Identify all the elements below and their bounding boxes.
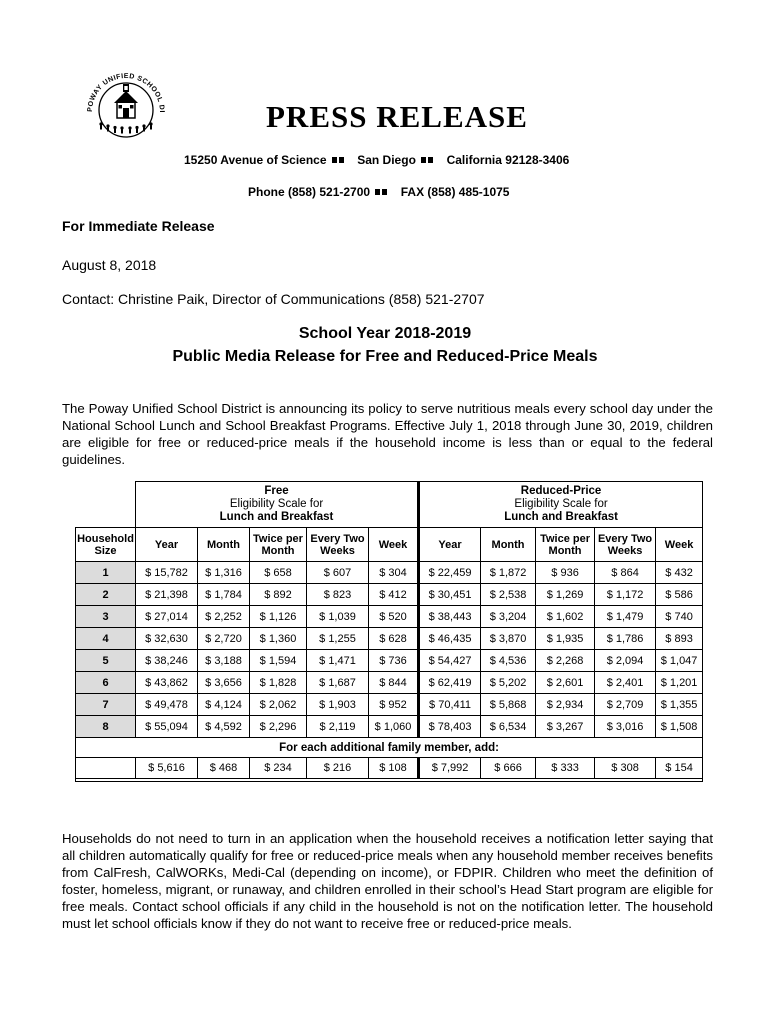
table-cell: $ 2,119: [307, 716, 369, 738]
table-cell: $ 1,508: [656, 716, 703, 738]
document-subtitle: Public Media Release for Free and Reduced-Price Meals: [172, 348, 598, 365]
column-header-row: [76, 528, 703, 562]
table-cell: $ 864: [595, 562, 656, 584]
table-cell: $ 54,427: [419, 650, 481, 672]
intro-paragraph: The Poway Unified School District is announcing its policy to serve nutritious meals every school day under the National School Lunch and School Breakfast Programs. Effective July 1, 2018 through June 30, 2019, children are eligible for free or reduced-price meals if the household income is less than or equal to the federal guidelines.: [62, 401, 713, 467]
table-cell: $ 1,786: [595, 628, 656, 650]
contact-line: Contact: Christine Paik, Director of Communications (858) 521-2707: [62, 291, 485, 307]
table-cell: $ 216: [307, 758, 369, 779]
table-cell: $ 1,360: [250, 628, 307, 650]
col-free-twice-month: Twice per Month: [250, 528, 307, 562]
table-cell: $ 1,269: [536, 584, 595, 606]
table-cell: $ 1,316: [198, 562, 250, 584]
col-reduced-month: Month: [481, 528, 536, 562]
table-cell: $ 2,094: [595, 650, 656, 672]
col-free-month: Month: [198, 528, 250, 562]
release-label: For Immediate Release: [62, 218, 215, 234]
address-state-zip: California 92128-3406: [446, 153, 570, 167]
household-size-cell: 6: [76, 672, 136, 694]
table-cell: $ 1,471: [307, 650, 369, 672]
table-cell: $ 1,255: [307, 628, 369, 650]
table-cell: $ 154: [656, 758, 703, 779]
table-row: [76, 628, 703, 650]
table-cell: $ 736: [369, 650, 419, 672]
table-cell: $ 1,126: [250, 606, 307, 628]
document-title: School Year 2018-2019: [298, 325, 472, 342]
household-size-cell: 5: [76, 650, 136, 672]
household-size-cell: 3: [76, 606, 136, 628]
table-cell: $ 1,903: [307, 694, 369, 716]
table-cell: $ 3,267: [536, 716, 595, 738]
table-cell: $ 844: [369, 672, 419, 694]
table-cell: $ 3,204: [481, 606, 536, 628]
table-cell: $ 658: [250, 562, 307, 584]
table-row: [76, 672, 703, 694]
table-row: [76, 606, 703, 628]
table-cell: $ 1,935: [536, 628, 595, 650]
table-cell: $ 49,478: [136, 694, 198, 716]
table-cell: $ 4,124: [198, 694, 250, 716]
district-logo: [80, 62, 172, 154]
table-row: [76, 716, 703, 738]
table-cell: $ 62,419: [419, 672, 481, 694]
schoolhouse-icon: [114, 84, 138, 118]
table-cell: $ 2,296: [250, 716, 307, 738]
table-cell: $ 2,268: [536, 650, 595, 672]
table-cell: $ 55,094: [136, 716, 198, 738]
household-size-cell: 7: [76, 694, 136, 716]
table-row: [76, 694, 703, 716]
eligibility-table: [75, 481, 702, 782]
table-cell: $ 1,355: [656, 694, 703, 716]
additional-member-row: [76, 758, 703, 779]
table-cell: $ 7,992: [419, 758, 481, 779]
table-cell: $ 5,616: [136, 758, 198, 779]
col-reduced-year: Year: [419, 528, 481, 562]
table-cell: $ 1,828: [250, 672, 307, 694]
table-cell: $ 5,202: [481, 672, 536, 694]
table-cell: $ 666: [481, 758, 536, 779]
table-cell: $ 15,782: [136, 562, 198, 584]
table-cell: $ 823: [307, 584, 369, 606]
table-cell: $ 2,720: [198, 628, 250, 650]
table-cell: $ 43,862: [136, 672, 198, 694]
table-cell: $ 3,016: [595, 716, 656, 738]
table-cell: $ 892: [250, 584, 307, 606]
household-size-cell: 1: [76, 562, 136, 584]
table-cell: $ 1,479: [595, 606, 656, 628]
table-cell: $ 2,601: [536, 672, 595, 694]
table-cell: $ 1,201: [656, 672, 703, 694]
household-size-cell: 2: [76, 584, 136, 606]
table-row: [76, 650, 703, 672]
address-street: 15250 Avenue of Science: [184, 153, 327, 167]
table-cell: $ 936: [536, 562, 595, 584]
col-reduced-week: Week: [656, 528, 703, 562]
col-free-year: Year: [136, 528, 198, 562]
table-cell: $ 893: [656, 628, 703, 650]
table-cell: $ 952: [369, 694, 419, 716]
table-cell: $ 1,784: [198, 584, 250, 606]
table-cell: $ 2,709: [595, 694, 656, 716]
table-cell: $ 38,443: [419, 606, 481, 628]
table-cell: $ 628: [369, 628, 419, 650]
table-cell: $ 4,592: [198, 716, 250, 738]
table-cell: $ 30,451: [419, 584, 481, 606]
col-free-week: Week: [369, 528, 419, 562]
table-cell: $ 333: [536, 758, 595, 779]
household-size-cell: 4: [76, 628, 136, 650]
logo-arc-text: POWAY UNIFIED SCHOOL DI: [86, 72, 166, 113]
table-cell: $ 1,047: [656, 650, 703, 672]
table-cell: $ 38,246: [136, 650, 198, 672]
children-figures-icon: [99, 122, 152, 133]
household-size-cell: 8: [76, 716, 136, 738]
table-cell: $ 4,536: [481, 650, 536, 672]
additional-member-label: For each additional family member, add:: [76, 738, 703, 758]
table-cell: $ 70,411: [419, 694, 481, 716]
table-cell: $ 32,630: [136, 628, 198, 650]
free-scale-header: Free Eligibility Scale for Lunch and Breakfast: [136, 482, 419, 528]
table-cell: $ 607: [307, 562, 369, 584]
table-cell: $ 234: [250, 758, 307, 779]
fax-number: FAX (858) 485-1075: [400, 185, 510, 199]
col-reduced-twice-month: Twice per Month: [536, 528, 595, 562]
table-row: [76, 562, 703, 584]
table-cell: $ 2,252: [198, 606, 250, 628]
closing-paragraph: Households do not need to turn in an application when the household receives a notification letter saying that all children automatically qualify for free or reduced-price meals when any household member receives benefits from CalFresh, CalWORKs, Medi-Cal (depending on income), or FDPIR. Children who meet the definition of foster, homeless, migrant, or runaway, and children enrolled in their school’s Head Start program are eligible for free meals. Contact school officials if any child in the household is not on the notification letter. The household must let school officials know if they do not want to receive free or reduced-price meals.: [62, 831, 713, 931]
table-cell: $ 108: [369, 758, 419, 779]
phone-number: Phone (858) 521-2700: [248, 185, 371, 199]
table-cell: $ 27,014: [136, 606, 198, 628]
table-cell: $ 1,060: [369, 716, 419, 738]
table-cell: $ 740: [656, 606, 703, 628]
table-cell: $ 2,062: [250, 694, 307, 716]
table-cell: $ 1,039: [307, 606, 369, 628]
press-release-title: PRESS RELEASE: [266, 99, 528, 134]
table-cell: $ 1,872: [481, 562, 536, 584]
table-cell: $ 22,459: [419, 562, 481, 584]
table-cell: $ 3,870: [481, 628, 536, 650]
release-date: August 8, 2018: [62, 257, 157, 273]
table-cell: $ 468: [198, 758, 250, 779]
table-cell: $ 3,656: [198, 672, 250, 694]
reduced-scale-header: Reduced-Price Eligibility Scale for Lunch and Breakfast: [419, 482, 703, 528]
col-free-every-two-weeks: Every Two Weeks: [307, 528, 369, 562]
table-cell: $ 1,687: [307, 672, 369, 694]
table-cell: $ 586: [656, 584, 703, 606]
table-cell: $ 308: [595, 758, 656, 779]
table-cell: $ 6,534: [481, 716, 536, 738]
address-city: San Diego: [357, 153, 416, 167]
table-cell: $ 412: [369, 584, 419, 606]
table-cell: $ 1,602: [536, 606, 595, 628]
table-cell: $ 1,594: [250, 650, 307, 672]
table-cell: $ 1,172: [595, 584, 656, 606]
table-cell: $ 2,934: [536, 694, 595, 716]
table-cell: $ 5,868: [481, 694, 536, 716]
table-cell: $ 78,403: [419, 716, 481, 738]
table-cell: $ 432: [656, 562, 703, 584]
table-cell: $ 2,401: [595, 672, 656, 694]
table-cell: $ 2,538: [481, 584, 536, 606]
phone-fax-line: [248, 185, 509, 199]
table-cell: $ 21,398: [136, 584, 198, 606]
table-cell: $ 46,435: [419, 628, 481, 650]
table-row: [76, 584, 703, 606]
table-cell: $ 3,188: [198, 650, 250, 672]
address-line: [184, 153, 569, 167]
table-cell: $ 520: [369, 606, 419, 628]
table-cell: $ 304: [369, 562, 419, 584]
col-household-size: Household Size: [76, 528, 136, 562]
col-reduced-every-two-weeks: Every Two Weeks: [595, 528, 656, 562]
